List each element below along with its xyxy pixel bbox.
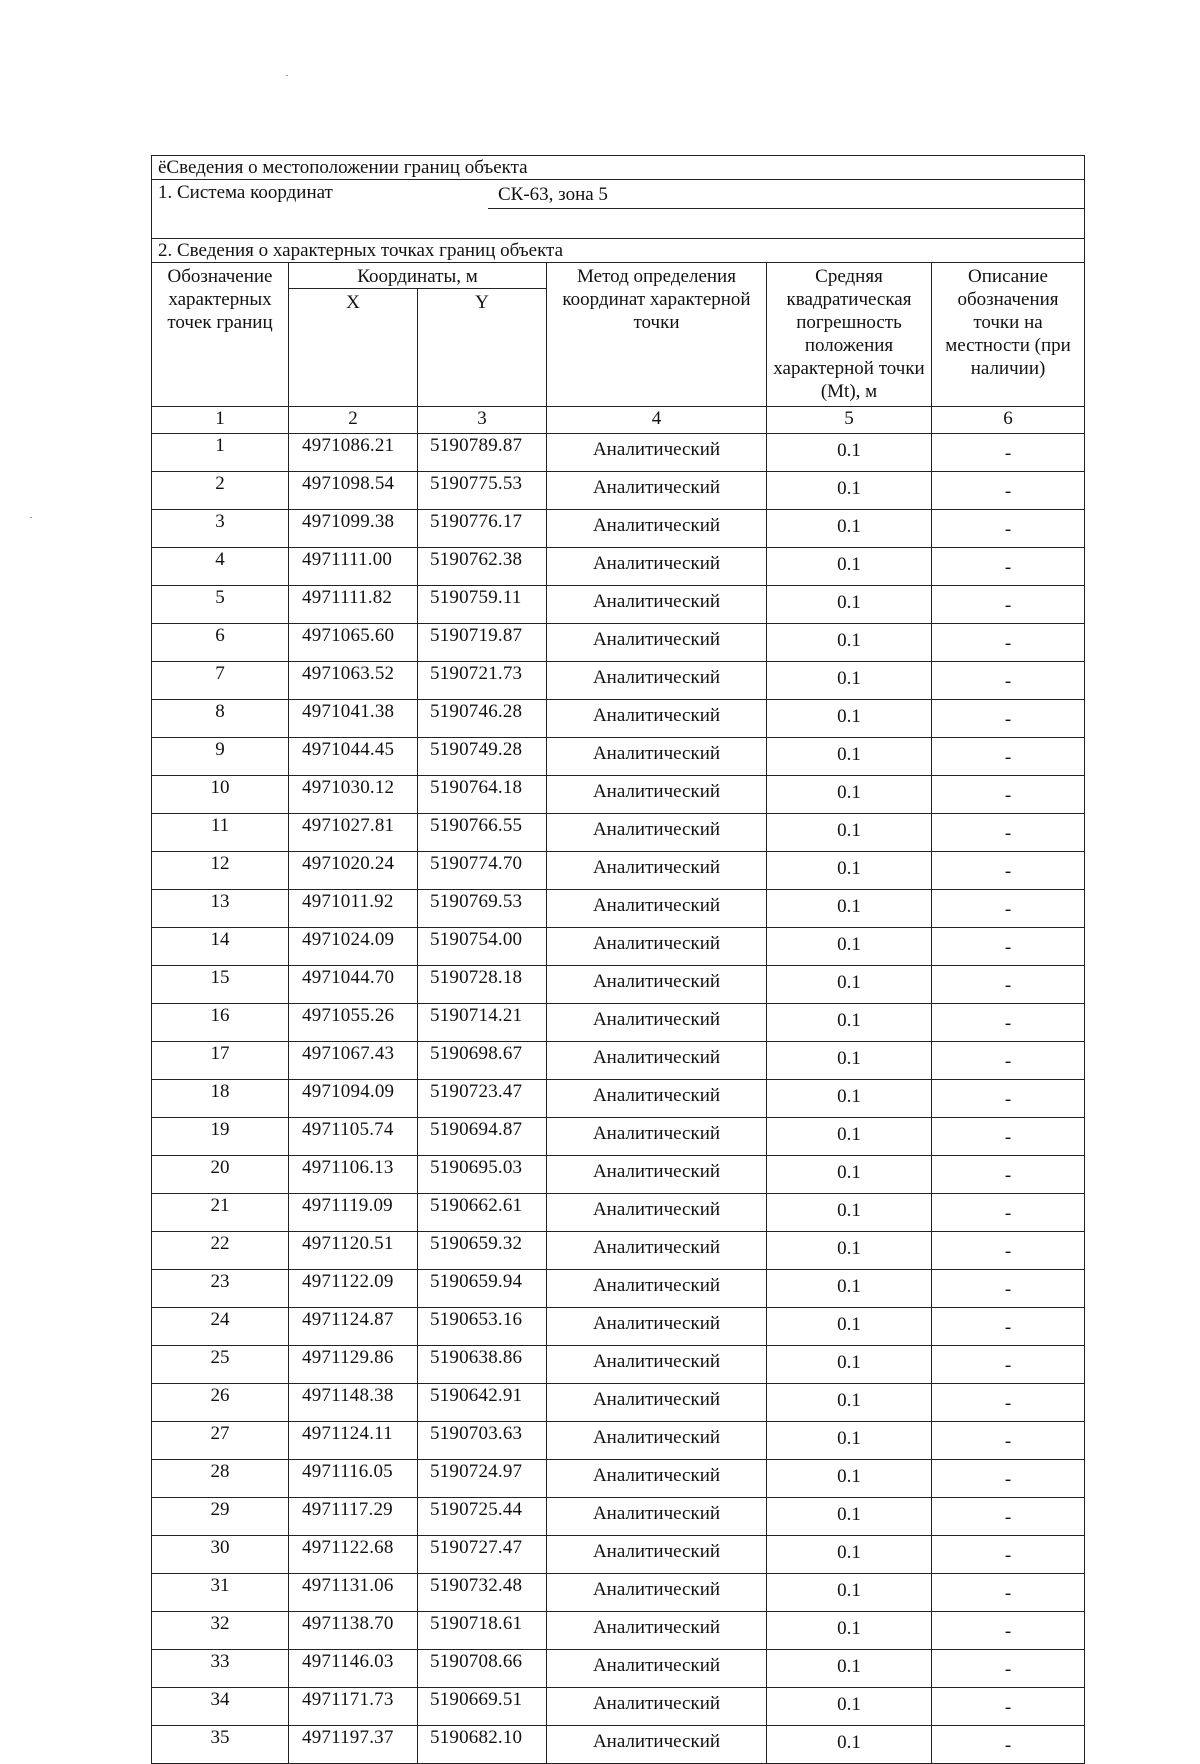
- coordinate-x: 4971098.54: [289, 472, 418, 510]
- coordinate-y: 5190662.61: [418, 1194, 547, 1232]
- method-cell: Аналитический: [547, 586, 767, 624]
- coordinate-x: 4971138.70: [289, 1612, 418, 1650]
- point-number: 32: [152, 1612, 289, 1650]
- method-cell: Аналитический: [547, 472, 767, 510]
- error-cell: 0.1: [767, 1308, 932, 1346]
- point-number: 27: [152, 1422, 289, 1460]
- point-number: 16: [152, 1004, 289, 1042]
- point-number: 13: [152, 890, 289, 928]
- method-cell: Аналитический: [547, 700, 767, 738]
- coordinate-x: 4971131.06: [289, 1574, 418, 1612]
- description-cell: -: [932, 1346, 1085, 1384]
- coordinate-x: 4971117.29: [289, 1498, 418, 1536]
- table-row: [152, 890, 1085, 928]
- coordinate-y: 5190724.97: [418, 1460, 547, 1498]
- description-cell: -: [932, 1156, 1085, 1194]
- description-cell: -: [932, 1194, 1085, 1232]
- description-cell: -: [932, 1726, 1085, 1764]
- method-cell: Аналитический: [547, 738, 767, 776]
- error-cell: 0.1: [767, 1574, 932, 1612]
- description-cell: -: [932, 586, 1085, 624]
- method-cell: Аналитический: [547, 1498, 767, 1536]
- table-row: [152, 852, 1085, 890]
- table-row: [152, 1346, 1085, 1384]
- error-cell: 0.1: [767, 1688, 932, 1726]
- method-cell: Аналитический: [547, 1688, 767, 1726]
- coordinate-x: 4971148.38: [289, 1384, 418, 1422]
- coordinate-y: 5190703.63: [418, 1422, 547, 1460]
- description-cell: -: [932, 1004, 1085, 1042]
- coordinate-x: 4971120.51: [289, 1232, 418, 1270]
- section2-title: 2. Сведения о характерных точках границ объекта: [152, 239, 1085, 263]
- table-row: [152, 662, 1085, 700]
- description-cell: -: [932, 1232, 1085, 1270]
- coordinate-x: 4971094.09: [289, 1080, 418, 1118]
- header-method: Метод определения координат характерной точки: [547, 263, 767, 407]
- coordinate-x: 4971011.92: [289, 890, 418, 928]
- table-row: [152, 1004, 1085, 1042]
- error-cell: 0.1: [767, 1498, 932, 1536]
- method-cell: Аналитический: [547, 434, 767, 472]
- error-cell: 0.1: [767, 852, 932, 890]
- table-row: [152, 1498, 1085, 1536]
- coordinate-x: 4971067.43: [289, 1042, 418, 1080]
- column-number: 1: [152, 407, 289, 434]
- point-number: 2: [152, 472, 289, 510]
- coordinate-x: 4971146.03: [289, 1650, 418, 1688]
- coordinate-y: 5190721.73: [418, 662, 547, 700]
- method-cell: Аналитический: [547, 1384, 767, 1422]
- point-number: 12: [152, 852, 289, 890]
- coordinate-y: 5190732.48: [418, 1574, 547, 1612]
- method-cell: Аналитический: [547, 1346, 767, 1384]
- coordinate-x: 4971020.24: [289, 852, 418, 890]
- coordinate-y: 5190727.47: [418, 1536, 547, 1574]
- description-cell: -: [932, 776, 1085, 814]
- coordinate-y: 5190759.11: [418, 586, 547, 624]
- error-cell: 0.1: [767, 966, 932, 1004]
- coordinate-x: 4971065.60: [289, 624, 418, 662]
- point-number: 24: [152, 1308, 289, 1346]
- table-row: [152, 1156, 1085, 1194]
- header-coordinates: Координаты, м: [289, 263, 547, 289]
- error-cell: 0.1: [767, 586, 932, 624]
- table-row: [152, 1308, 1085, 1346]
- point-number: 1: [152, 434, 289, 472]
- method-cell: Аналитический: [547, 1004, 767, 1042]
- error-cell: 0.1: [767, 1080, 932, 1118]
- table-row: [152, 586, 1085, 624]
- description-cell: -: [932, 510, 1085, 548]
- error-cell: 0.1: [767, 1384, 932, 1422]
- point-number: 8: [152, 700, 289, 738]
- coordinate-x: 4971044.70: [289, 966, 418, 1004]
- description-cell: -: [932, 1650, 1085, 1688]
- coordinate-x: 4971111.00: [289, 548, 418, 586]
- point-number: 20: [152, 1156, 289, 1194]
- method-cell: Аналитический: [547, 1080, 767, 1118]
- description-cell: -: [932, 928, 1085, 966]
- coordinate-y: 5190714.21: [418, 1004, 547, 1042]
- coordinate-x: 4971119.09: [289, 1194, 418, 1232]
- method-cell: Аналитический: [547, 776, 767, 814]
- error-cell: 0.1: [767, 1536, 932, 1574]
- table-row: [152, 928, 1085, 966]
- error-cell: 0.1: [767, 814, 932, 852]
- error-cell: 0.1: [767, 1194, 932, 1232]
- coordinate-y: 5190776.17: [418, 510, 547, 548]
- description-cell: -: [932, 1536, 1085, 1574]
- error-cell: 0.1: [767, 1422, 932, 1460]
- coordinate-y: 5190698.67: [418, 1042, 547, 1080]
- coordinate-x: 4971122.68: [289, 1536, 418, 1574]
- error-cell: 0.1: [767, 1346, 932, 1384]
- table-row: [152, 1726, 1085, 1764]
- error-cell: 0.1: [767, 1156, 932, 1194]
- point-number: 7: [152, 662, 289, 700]
- table-row: [152, 966, 1085, 1004]
- point-number: 4: [152, 548, 289, 586]
- coordinate-x: 4971030.12: [289, 776, 418, 814]
- description-cell: -: [932, 1574, 1085, 1612]
- description-cell: -: [932, 434, 1085, 472]
- point-number: 35: [152, 1726, 289, 1764]
- coordinate-x: 4971122.09: [289, 1270, 418, 1308]
- description-cell: -: [932, 1688, 1085, 1726]
- coordinate-x: 4971111.82: [289, 586, 418, 624]
- coordinate-x: 4971027.81: [289, 814, 418, 852]
- error-cell: 0.1: [767, 700, 932, 738]
- coordinate-y: 5190769.53: [418, 890, 547, 928]
- method-cell: Аналитический: [547, 1536, 767, 1574]
- error-cell: 0.1: [767, 1232, 932, 1270]
- table-row: [152, 472, 1085, 510]
- point-number: 29: [152, 1498, 289, 1536]
- scan-speck: [286, 75, 288, 76]
- error-cell: 0.1: [767, 1118, 932, 1156]
- table-row: [152, 1612, 1085, 1650]
- point-number: 5: [152, 586, 289, 624]
- description-cell: -: [932, 1498, 1085, 1536]
- table-row: [152, 1232, 1085, 1270]
- method-cell: Аналитический: [547, 814, 767, 852]
- coordinate-y: 5190695.03: [418, 1156, 547, 1194]
- header-error: Средняя квадратическая погрешность положения характерной точки (Mt), м: [767, 263, 932, 407]
- coordinate-x: 4971124.87: [289, 1308, 418, 1346]
- error-cell: 0.1: [767, 1004, 932, 1042]
- coordinate-system-label: 1. Система координат: [158, 182, 333, 203]
- description-cell: -: [932, 1042, 1085, 1080]
- point-number: 15: [152, 966, 289, 1004]
- value-underline: [488, 208, 1084, 209]
- description-cell: -: [932, 1460, 1085, 1498]
- column-number: 2: [289, 407, 418, 434]
- point-number: 25: [152, 1346, 289, 1384]
- point-number: 28: [152, 1460, 289, 1498]
- table-row: [152, 1080, 1085, 1118]
- column-number: 4: [547, 407, 767, 434]
- point-number: 6: [152, 624, 289, 662]
- coordinate-y: 5190789.87: [418, 434, 547, 472]
- method-cell: Аналитический: [547, 1650, 767, 1688]
- description-cell: -: [932, 890, 1085, 928]
- table-row: [152, 624, 1085, 662]
- coordinate-x: 4971055.26: [289, 1004, 418, 1042]
- table-row: [152, 1042, 1085, 1080]
- coordinate-y: 5190718.61: [418, 1612, 547, 1650]
- method-cell: Аналитический: [547, 510, 767, 548]
- table-row: [152, 1422, 1085, 1460]
- method-cell: Аналитический: [547, 548, 767, 586]
- table-row: [152, 434, 1085, 472]
- table-row: [152, 1688, 1085, 1726]
- description-cell: -: [932, 548, 1085, 586]
- coordinate-y: 5190754.00: [418, 928, 547, 966]
- point-number: 14: [152, 928, 289, 966]
- description-cell: -: [932, 472, 1085, 510]
- coordinate-y: 5190638.86: [418, 1346, 547, 1384]
- boundary-points-table: [151, 155, 1085, 1764]
- point-number: 33: [152, 1650, 289, 1688]
- table-row: [152, 1118, 1085, 1156]
- description-cell: -: [932, 1422, 1085, 1460]
- header-description: Описание обозначения точки на местности (при наличии): [932, 263, 1085, 407]
- point-number: 34: [152, 1688, 289, 1726]
- table-row: [152, 1194, 1085, 1232]
- description-cell: -: [932, 1308, 1085, 1346]
- point-number: 3: [152, 510, 289, 548]
- table-row: [152, 510, 1085, 548]
- method-cell: Аналитический: [547, 928, 767, 966]
- description-cell: -: [932, 1384, 1085, 1422]
- method-cell: Аналитический: [547, 1308, 767, 1346]
- coordinate-x: 4971116.05: [289, 1460, 418, 1498]
- error-cell: 0.1: [767, 510, 932, 548]
- description-cell: -: [932, 1612, 1085, 1650]
- coordinate-y: 5190669.51: [418, 1688, 547, 1726]
- coordinate-y: 5190746.28: [418, 700, 547, 738]
- table-row: [152, 776, 1085, 814]
- coordinate-y: 5190659.94: [418, 1270, 547, 1308]
- point-number: 18: [152, 1080, 289, 1118]
- coordinate-y: 5190723.47: [418, 1080, 547, 1118]
- coordinate-x: 4971086.21: [289, 434, 418, 472]
- coordinate-y: 5190719.87: [418, 624, 547, 662]
- description-cell: -: [932, 662, 1085, 700]
- coordinate-y: 5190764.18: [418, 776, 547, 814]
- method-cell: Аналитический: [547, 966, 767, 1004]
- method-cell: Аналитический: [547, 1612, 767, 1650]
- error-cell: 0.1: [767, 472, 932, 510]
- scan-speck: [30, 517, 32, 518]
- error-cell: 0.1: [767, 662, 932, 700]
- coordinate-y: 5190659.32: [418, 1232, 547, 1270]
- error-cell: 0.1: [767, 1042, 932, 1080]
- error-cell: 0.1: [767, 1650, 932, 1688]
- coordinate-x: 4971041.38: [289, 700, 418, 738]
- coordinate-y: 5190774.70: [418, 852, 547, 890]
- point-number: 17: [152, 1042, 289, 1080]
- method-cell: Аналитический: [547, 1042, 767, 1080]
- point-number: 31: [152, 1574, 289, 1612]
- column-number: 3: [418, 407, 547, 434]
- description-cell: -: [932, 738, 1085, 776]
- point-number: 23: [152, 1270, 289, 1308]
- description-cell: -: [932, 1270, 1085, 1308]
- coordinate-x: 4971024.09: [289, 928, 418, 966]
- coordinate-x: 4971105.74: [289, 1118, 418, 1156]
- method-cell: Аналитический: [547, 1726, 767, 1764]
- column-number: 5: [767, 407, 932, 434]
- point-number: 26: [152, 1384, 289, 1422]
- header-x: X: [289, 289, 418, 407]
- point-number: 19: [152, 1118, 289, 1156]
- coordinate-y: 5190728.18: [418, 966, 547, 1004]
- coordinate-x: 4971063.52: [289, 662, 418, 700]
- table-row: [152, 1270, 1085, 1308]
- error-cell: 0.1: [767, 738, 932, 776]
- error-cell: 0.1: [767, 434, 932, 472]
- table-row: [152, 1650, 1085, 1688]
- description-cell: -: [932, 624, 1085, 662]
- coordinate-x: 4971044.45: [289, 738, 418, 776]
- method-cell: Аналитический: [547, 1270, 767, 1308]
- description-cell: -: [932, 700, 1085, 738]
- method-cell: Аналитический: [547, 1422, 767, 1460]
- point-number: 11: [152, 814, 289, 852]
- method-cell: Аналитический: [547, 624, 767, 662]
- table-row: [152, 700, 1085, 738]
- description-cell: -: [932, 852, 1085, 890]
- coordinate-system-value: СК-63, зона 5: [498, 184, 608, 205]
- method-cell: Аналитический: [547, 852, 767, 890]
- section-title: ёСведения о местоположении границ объекта: [152, 156, 1085, 180]
- error-cell: 0.1: [767, 1460, 932, 1498]
- point-number: 21: [152, 1194, 289, 1232]
- point-number: 10: [152, 776, 289, 814]
- column-number: 6: [932, 407, 1085, 434]
- method-cell: Аналитический: [547, 1232, 767, 1270]
- coordinate-y: 5190653.16: [418, 1308, 547, 1346]
- column-number-row: [152, 407, 1085, 434]
- table-row: [152, 548, 1085, 586]
- coordinate-y: 5190708.66: [418, 1650, 547, 1688]
- coordinate-y: 5190642.91: [418, 1384, 547, 1422]
- method-cell: Аналитический: [547, 1574, 767, 1612]
- error-cell: 0.1: [767, 624, 932, 662]
- coordinate-y: 5190775.53: [418, 472, 547, 510]
- error-cell: 0.1: [767, 928, 932, 966]
- method-cell: Аналитический: [547, 662, 767, 700]
- point-number: 30: [152, 1536, 289, 1574]
- description-cell: -: [932, 966, 1085, 1004]
- error-cell: 0.1: [767, 1612, 932, 1650]
- coordinate-x: 4971129.86: [289, 1346, 418, 1384]
- error-cell: 0.1: [767, 1726, 932, 1764]
- error-cell: 0.1: [767, 776, 932, 814]
- coordinate-system-row: [152, 180, 1085, 239]
- coordinate-y: 5190762.38: [418, 548, 547, 586]
- method-cell: Аналитический: [547, 1118, 767, 1156]
- table-row: [152, 1460, 1085, 1498]
- description-cell: -: [932, 1080, 1085, 1118]
- description-cell: -: [932, 1118, 1085, 1156]
- table-row: [152, 814, 1085, 852]
- coordinate-y: 5190766.55: [418, 814, 547, 852]
- error-cell: 0.1: [767, 890, 932, 928]
- description-cell: -: [932, 814, 1085, 852]
- method-cell: Аналитический: [547, 1194, 767, 1232]
- coordinate-y: 5190694.87: [418, 1118, 547, 1156]
- point-number: 9: [152, 738, 289, 776]
- coordinate-x: 4971124.11: [289, 1422, 418, 1460]
- error-cell: 0.1: [767, 1270, 932, 1308]
- error-cell: 0.1: [767, 548, 932, 586]
- point-number: 22: [152, 1232, 289, 1270]
- header-y: Y: [418, 289, 547, 407]
- table-row: [152, 1384, 1085, 1422]
- method-cell: Аналитический: [547, 1156, 767, 1194]
- method-cell: Аналитический: [547, 1460, 767, 1498]
- header-point-designation: Обозначение характерных точек границ: [152, 263, 289, 407]
- coordinate-x: 4971106.13: [289, 1156, 418, 1194]
- coordinate-y: 5190725.44: [418, 1498, 547, 1536]
- table-row: [152, 1536, 1085, 1574]
- coordinate-x: 4971197.37: [289, 1726, 418, 1764]
- coordinate-x: 4971099.38: [289, 510, 418, 548]
- method-cell: Аналитический: [547, 890, 767, 928]
- coordinate-x: 4971171.73: [289, 1688, 418, 1726]
- coordinate-y: 5190682.10: [418, 1726, 547, 1764]
- table-row: [152, 738, 1085, 776]
- table-row: [152, 1574, 1085, 1612]
- coordinate-y: 5190749.28: [418, 738, 547, 776]
